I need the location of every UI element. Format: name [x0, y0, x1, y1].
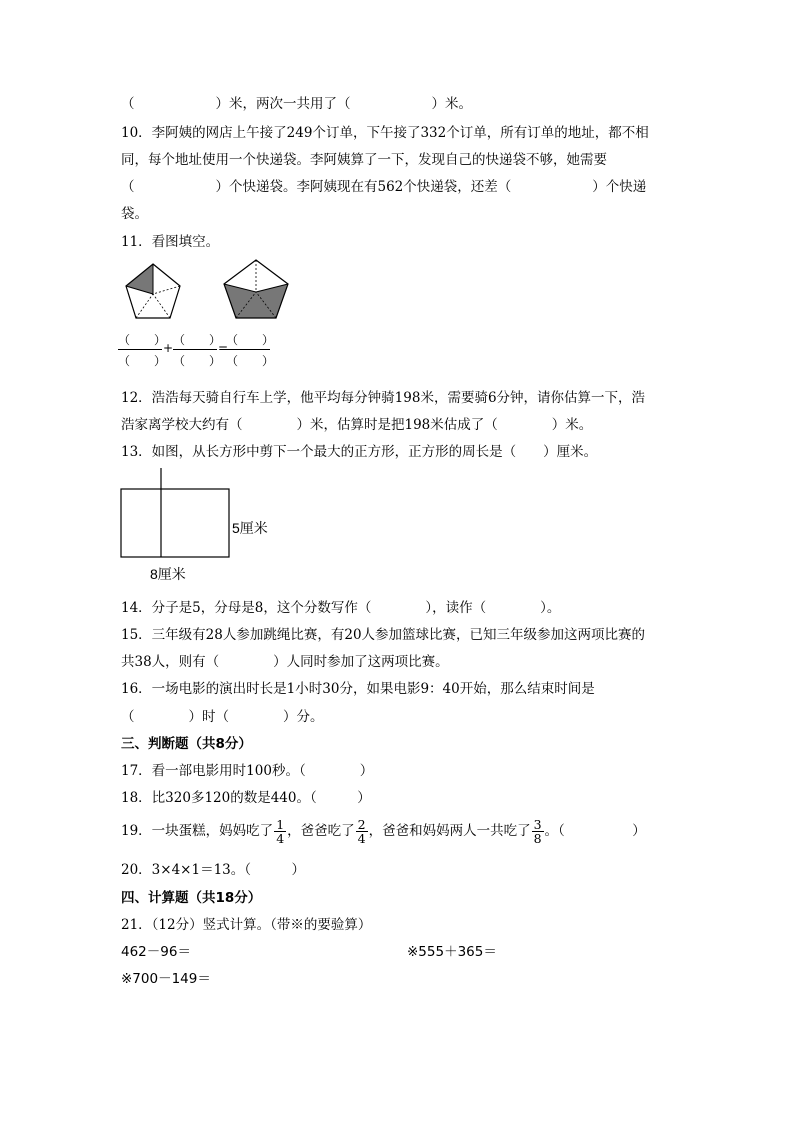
q10-line-2: 同，每个地址使用一个快递袋。李阿姨算了一下，发现自己的快递袋不够，她需要	[121, 152, 607, 168]
line-q9-end: （ ）米，两次一共用了（ ）米。	[121, 96, 472, 112]
fraction-two-quarters: $\frac{2}{4}$	[357, 817, 366, 847]
fraction-one-quarter: $\frac{1}{4}$	[276, 817, 285, 847]
q14-text: 14．分子是5，分母是8，这个分数写作（ ），读作（ ）。	[121, 600, 561, 616]
section-3-heading: 三、判断题（共8分）	[121, 736, 252, 752]
q10-line-1: 10．李阿姨的网店上午接了249个订单，下午接了332个订单，所有订单的地址，都不相	[121, 125, 649, 141]
q13-text: 13．如图，从长方形中剪下一个最大的正方形，正方形的周长是（ ）厘米。	[121, 444, 598, 460]
rect-width-label: 8厘米	[150, 566, 186, 582]
q20-text: 20．3×4×1＝13。（ ）	[121, 862, 305, 878]
fraction-three-eighths: $\frac{3}{8}$	[533, 817, 542, 847]
rectangle-figure	[118, 466, 238, 564]
q18-text: 18．比320多120的数是440。（ ）	[121, 790, 371, 806]
calc-item-3: ※700－149＝	[121, 971, 211, 987]
q11-blank-den-1[interactable]: （ ）	[118, 354, 167, 368]
q12-line-1: 12．浩浩每天骑自行车上学，他平均每分钟骑198米，需要骑6分钟，请你估算一下，浩	[121, 390, 646, 406]
calc-item-1: 462－96＝	[121, 944, 191, 960]
q16-line-2: （ ）时（ ）分。	[121, 709, 324, 725]
section-4-heading: 四、计算题（共18分）	[121, 890, 262, 906]
q19-text	[121, 818, 646, 845]
q19-part-1: 19．一块蛋糕，妈妈吃了	[121, 823, 274, 840]
q11-blank-num-3[interactable]: （ ）	[226, 334, 270, 350]
q19-part-4: 。（ ）	[544, 823, 646, 840]
q19-part-3: ，爸爸和妈妈两人一共吃了	[368, 823, 531, 840]
q11-title: 11．看图填空。	[121, 234, 220, 250]
q15-line-1: 15．三年级有28人参加跳绳比赛，有20人参加篮球比赛，已知三年级参加这两项比赛的	[121, 627, 646, 643]
q11-blank-num-1[interactable]: （ ）	[118, 334, 162, 350]
q11-blank-den-3[interactable]: （ ）	[226, 354, 275, 368]
calc-item-2: ※555＋365＝	[407, 944, 497, 960]
q10-line-3: （ ）个快递袋。李阿姨现在有562个快递袋，还差（ ）个快递	[121, 179, 647, 195]
q17-text: 17．看一部电影用时100秒。（ ）	[121, 763, 374, 779]
q21-text: 21．（12分）竖式计算。（带※的要验算）	[121, 917, 372, 933]
q11-equals: =	[218, 341, 229, 355]
q11-blank-num-2[interactable]: （ ）	[173, 334, 217, 350]
q16-line-1: 16．一场电影的演出时长是1小时30分，如果电影9：40开始，那么结束时间是	[121, 681, 595, 697]
q11-plus: +	[163, 341, 174, 355]
pentagon-figure	[118, 256, 298, 332]
q10-line-4: 袋。	[121, 206, 148, 222]
q15-line-2: 共38人，则有（ ）人同时参加了这两项比赛。	[121, 654, 449, 670]
q11-blank-den-2[interactable]: （ ）	[173, 354, 222, 368]
q19-part-2: ，爸爸吃了	[287, 823, 355, 840]
rect-height-label: 5厘米	[232, 520, 268, 536]
q12-line-2: 浩家离学校大约有（ ）米，估算时是把198米估成了（ ）米。	[121, 417, 593, 433]
